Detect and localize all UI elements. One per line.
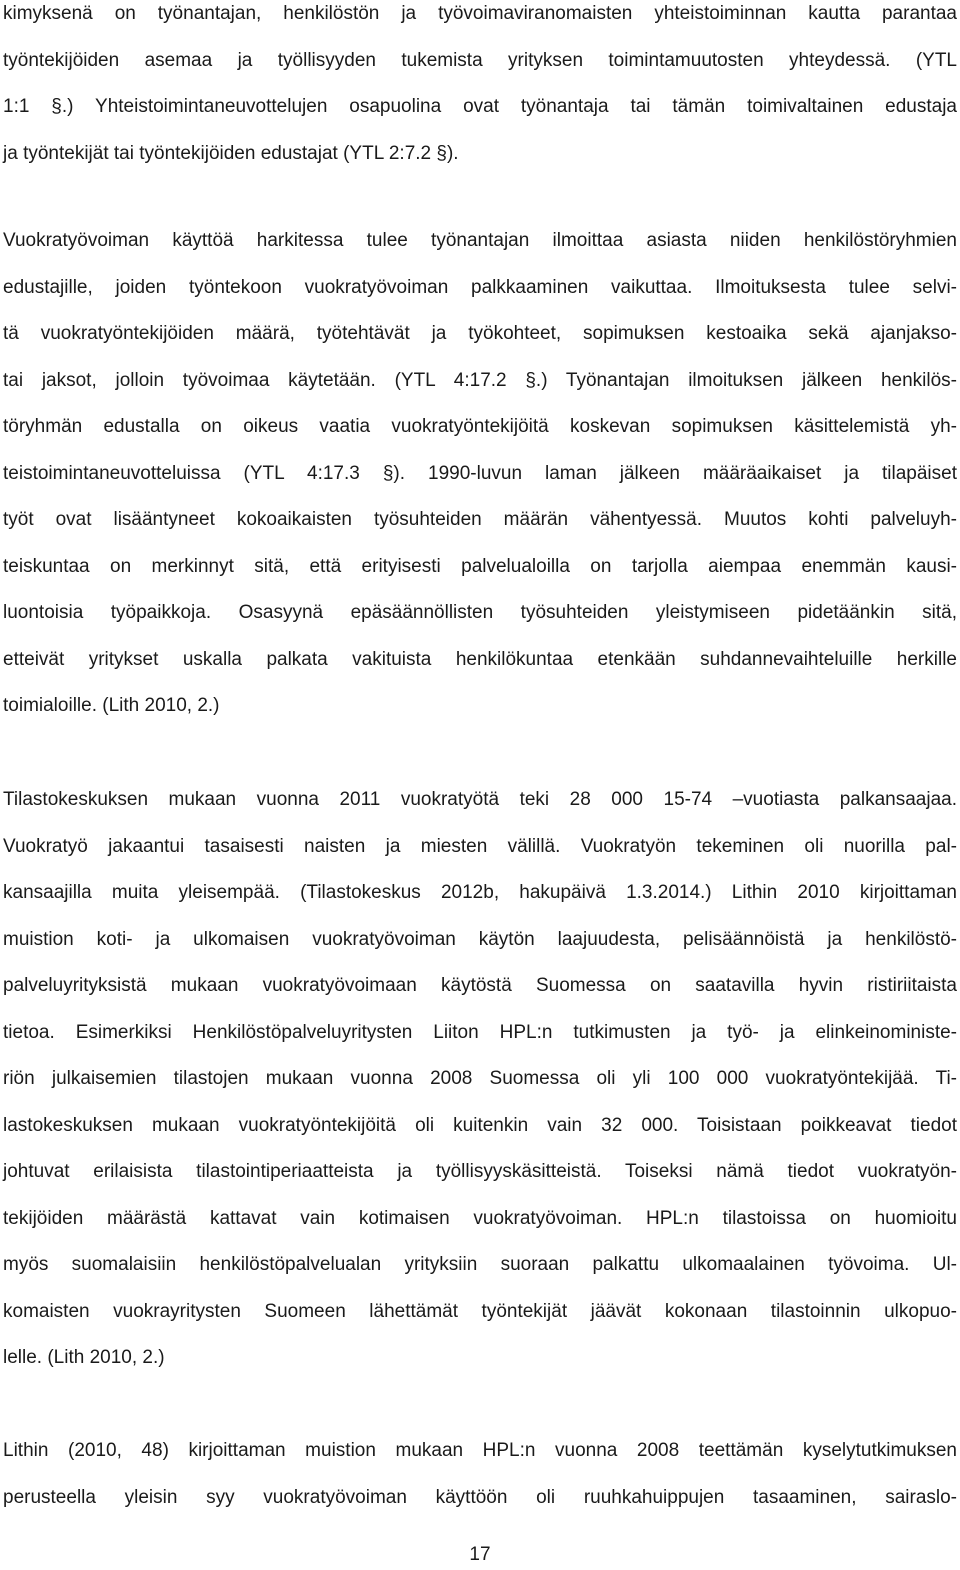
page-number: 17: [469, 1544, 491, 1565]
text-line: Lithin (2010, 48) kirjoittaman muistion mukaan HPL:n vuonna 2008 teettämän kyselytutkimuksen: [3, 1440, 957, 1461]
text-line: lelle. (Lith 2010, 2.): [3, 1347, 165, 1368]
text-line: muistion koti- ja ulkomaisen vuokratyövoiman käytön laajuudesta, pelisäännöistä ja henkilöstö-: [3, 928, 957, 950]
text-line: lastokeskuksen mukaan vuokratyöntekijöitä oli kuitenkin vain 32 000. Toisistaan poikkeavat tiedot: [3, 1114, 957, 1136]
text-line: teiskuntaa on merkinnyt sitä, että erityisesti palvelualoilla on tarjolla aiempaa enemmän kausi-: [3, 555, 957, 577]
text-line: toimialoille. (Lith 2010, 2.): [3, 695, 220, 716]
paragraph-2: [3, 218, 957, 730]
paragraph-3: [3, 777, 957, 1382]
text-line: työntekijöiden asemaa ja työllisyyden tukemista yrityksen toimintamuutosten yhteydessä. (YTL: [3, 49, 957, 71]
text-line: johtuvat erilaisista tilastointiperiaatteista ja työllisyyskäsitteistä. Toiseksi nämä tiedot vuokratyön-: [3, 1161, 957, 1182]
text-line: työt ovat lisääntyneet kokoaikaisten työsuhteiden määrän vähentyessä. Muutos kohti palveluyh-: [3, 509, 957, 530]
text-line: edustajille, joiden työntekoon vuokratyövoiman palkkaaminen vaikuttaa. Ilmoituksesta tulee selvi-: [3, 276, 957, 298]
text-line: Vuokratyövoiman käyttöä harkitessa tulee työnantajan ilmoittaa asiasta niiden henkilöstöryhmien: [3, 230, 957, 251]
text-line: myös suomalaisiin henkilöstöpalvelualan yrityksiin suoraan palkattu ulkomaalainen työvoima. Ul-: [3, 1254, 957, 1275]
text-line: tietoa. Esimerkiksi Henkilöstöpalveluyritysten Liiton HPL:n tutkimusten ja työ- ja elinkeinoministe-: [3, 1021, 957, 1043]
text-line: palveluyrityksistä mukaan vuokratyövoimaan käytöstä Suomessa on saatavilla hyvin ristiriitaista: [3, 975, 957, 996]
text-line: tai jaksot, jolloin työvoimaa käytetään. (YTL 4:17.2 §.) Työnantajan ilmoituksen jälkeen henkilös-: [3, 369, 957, 391]
text-line: 1:1 §.) Yhteistoimintaneuvottelujen osapuolina ovat työnantaja tai tämän toimivaltainen edustaja: [3, 96, 957, 117]
text-line: ja työntekijät tai työntekijöiden edustajat (YTL 2:7.2 §).: [3, 142, 459, 164]
text-line: Vuokratyö jakaantui tasaisesti naisten ja miesten välillä. Vuokratyön tekeminen oli nuorilla pal-: [3, 835, 957, 857]
text-line: kansaajilla muita yleisempää. (Tilastokeskus 2012b, hakupäivä 1.3.2014.) Lithin 2010 kirjoittaman: [3, 882, 957, 903]
text-line: perusteella yleisin syy vuokratyövoiman käyttöön oli ruuhkahuippujen tasaaminen, sairaslo-: [3, 1486, 957, 1508]
text-line: töryhmän edustalla on oikeus vaatia vuokratyöntekijöitä koskevan sopimuksen käsittelemistä yh-: [3, 416, 957, 437]
text-line: etteivät yritykset uskalla palkata vakituista henkilökuntaa etenkään suhdannevaihteluille herkille: [3, 648, 957, 670]
text-line: teistoimintaneuvotteluissa (YTL 4:17.3 §). 1990-luvun laman jälkeen määräaikaiset ja tilapäiset: [3, 462, 957, 484]
text-line: luontoisia työpaikkoja. Osasyynä epäsäännöllisten työsuhteiden yleistymiseen pidetäänkin sitä,: [3, 602, 957, 623]
text-line: tekijöiden määrästä kattavat vain kotimaisen vuokratyövoiman. HPL:n tilastoissa on huomioitu: [3, 1207, 957, 1229]
paragraph-1: [3, 0, 957, 177]
text-line: komaisten vuokrayritysten Suomeen lähettämät työntekijät jäävät kokonaan tilastoinnin ulkopuo-: [3, 1300, 957, 1322]
text-line: tä vuokratyöntekijöiden määrä, työtehtävät ja työkohteet, sopimuksen kestoaika sekä ajanjakso-: [3, 323, 957, 344]
paragraph-4: [3, 1428, 957, 1521]
text-line: kimyksenä on työnantajan, henkilöstön ja työvoimaviranomaisten yhteistoiminnan kautta parantaa: [3, 3, 957, 24]
text-line: riön julkaisemien tilastojen mukaan vuonna 2008 Suomessa oli yli 100 000 vuokratyöntekijää. Ti-: [3, 1068, 957, 1089]
text-line: Tilastokeskuksen mukaan vuonna 2011 vuokratyötä teki 28 000 15-74 –vuotiasta palkansaajaa.: [3, 789, 957, 810]
